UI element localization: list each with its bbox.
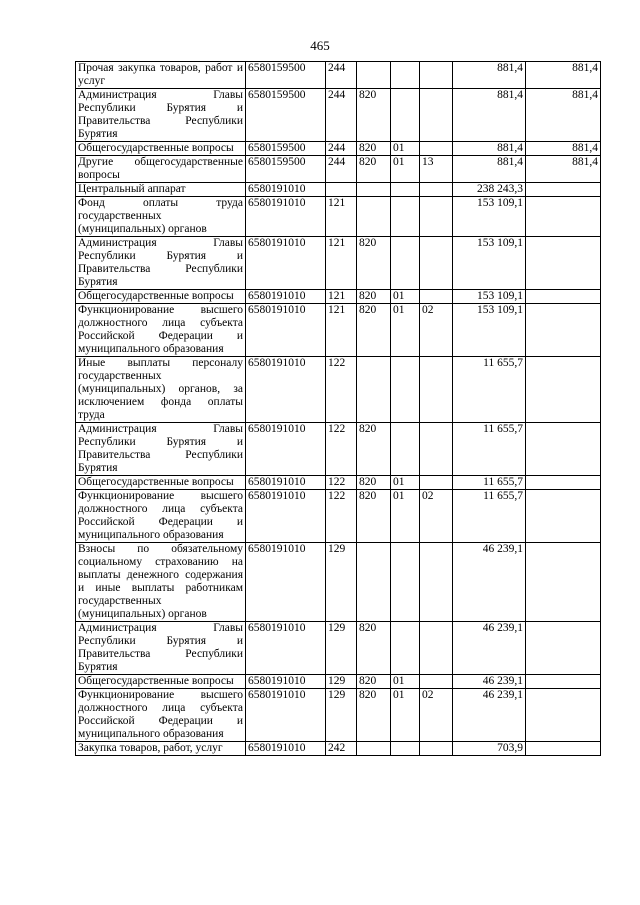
ministry-code: 820 [357, 622, 391, 675]
ministry-code [357, 742, 391, 756]
section-code [391, 197, 420, 237]
amount-2: 881,4 [526, 156, 601, 183]
expense-type: 122 [326, 490, 357, 543]
subsection-code [420, 622, 453, 675]
ministry-code [357, 543, 391, 622]
amount-1: 46 239,1 [453, 543, 526, 622]
table-row [76, 423, 601, 476]
row-name: Взносы по обязательному социальному страхованию на выплаты денежного содержания и иные выплаты работникам государственных (муниципальных) органов [76, 543, 246, 622]
ministry-code: 820 [357, 156, 391, 183]
row-name: Общегосударственные вопросы [76, 290, 246, 304]
section-code [391, 423, 420, 476]
row-name: Администрация Главы Республики Бурятия и Правительства Республики Бурятия [76, 622, 246, 675]
amount-2 [526, 197, 601, 237]
amount-1: 881,4 [453, 142, 526, 156]
subsection-code [420, 290, 453, 304]
ministry-code: 820 [357, 304, 391, 357]
subsection-code [420, 742, 453, 756]
expense-type: 129 [326, 689, 357, 742]
target-code: 6580191010 [246, 490, 326, 543]
expense-type: 121 [326, 290, 357, 304]
table-row [76, 304, 601, 357]
amount-1: 881,4 [453, 89, 526, 142]
subsection-code: 02 [420, 689, 453, 742]
section-code [391, 622, 420, 675]
expense-type: 129 [326, 622, 357, 675]
row-name: Общегосударственные вопросы [76, 142, 246, 156]
section-code [391, 742, 420, 756]
table-row [76, 89, 601, 142]
amount-2 [526, 622, 601, 675]
table-row [76, 689, 601, 742]
ministry-code: 820 [357, 675, 391, 689]
amount-1: 881,4 [453, 62, 526, 89]
expense-type: 122 [326, 423, 357, 476]
amount-2 [526, 357, 601, 423]
amount-2: 881,4 [526, 89, 601, 142]
table-row [76, 490, 601, 543]
section-code: 01 [391, 304, 420, 357]
target-code: 6580191010 [246, 476, 326, 490]
amount-2 [526, 543, 601, 622]
subsection-code [420, 237, 453, 290]
amount-2 [526, 183, 601, 197]
row-name: Функционирование высшего должностного лица субъекта Российской Федерации и муниципального образования [76, 304, 246, 357]
row-name: Иные выплаты персоналу государственных (муниципальных) органов, за исключением фонда оплаты труда [76, 357, 246, 423]
ministry-code: 820 [357, 290, 391, 304]
section-code: 01 [391, 675, 420, 689]
target-code: 6580191010 [246, 543, 326, 622]
subsection-code: 02 [420, 304, 453, 357]
subsection-code [420, 142, 453, 156]
ministry-code: 820 [357, 476, 391, 490]
subsection-code [420, 476, 453, 490]
budget-table [75, 61, 601, 756]
subsection-code: 02 [420, 490, 453, 543]
target-code: 6580159500 [246, 142, 326, 156]
row-name: Администрация Главы Республики Бурятия и Правительства Республики Бурятия [76, 89, 246, 142]
amount-1: 46 239,1 [453, 622, 526, 675]
amount-1: 238 243,3 [453, 183, 526, 197]
amount-2 [526, 675, 601, 689]
subsection-code: 13 [420, 156, 453, 183]
row-name: Администрация Главы Республики Бурятия и Правительства Республики Бурятия [76, 423, 246, 476]
row-name: Администрация Главы Республики Бурятия и Правительства Республики Бурятия [76, 237, 246, 290]
amount-1: 46 239,1 [453, 689, 526, 742]
expense-type: 122 [326, 357, 357, 423]
ministry-code: 820 [357, 142, 391, 156]
table-row [76, 622, 601, 675]
amount-1: 46 239,1 [453, 675, 526, 689]
row-name: Прочая закупка товаров, работ и услуг [76, 62, 246, 89]
target-code: 6580159500 [246, 156, 326, 183]
target-code: 6580191010 [246, 622, 326, 675]
ministry-code [357, 197, 391, 237]
page-number: 465 [310, 38, 330, 53]
table-row [76, 742, 601, 756]
expense-type: 242 [326, 742, 357, 756]
expense-type: 244 [326, 142, 357, 156]
amount-1: 881,4 [453, 156, 526, 183]
target-code: 6580191010 [246, 237, 326, 290]
ministry-code [357, 62, 391, 89]
amount-1: 153 109,1 [453, 290, 526, 304]
section-code [391, 357, 420, 423]
subsection-code [420, 543, 453, 622]
amount-1: 11 655,7 [453, 357, 526, 423]
row-name: Центральный аппарат [76, 183, 246, 197]
target-code: 6580159500 [246, 62, 326, 89]
section-code: 01 [391, 290, 420, 304]
section-code: 01 [391, 689, 420, 742]
row-name: Фонд оплаты труда государственных (муниципальных) органов [76, 197, 246, 237]
amount-2 [526, 290, 601, 304]
ministry-code: 820 [357, 423, 391, 476]
subsection-code [420, 423, 453, 476]
target-code: 6580191010 [246, 197, 326, 237]
row-name: Функционирование высшего должностного лица субъекта Российской Федерации и муниципального образования [76, 490, 246, 543]
subsection-code [420, 197, 453, 237]
expense-type: 121 [326, 304, 357, 357]
row-name: Функционирование высшего должностного лица субъекта Российской Федерации и муниципального образования [76, 689, 246, 742]
target-code: 6580159500 [246, 89, 326, 142]
target-code: 6580191010 [246, 183, 326, 197]
ministry-code: 820 [357, 490, 391, 543]
section-code [391, 62, 420, 89]
section-code: 01 [391, 156, 420, 183]
target-code: 6580191010 [246, 290, 326, 304]
table-row [76, 62, 601, 89]
table-row [76, 476, 601, 490]
subsection-code [420, 62, 453, 89]
table-row [76, 543, 601, 622]
subsection-code [420, 675, 453, 689]
target-code: 6580191010 [246, 675, 326, 689]
amount-2 [526, 304, 601, 357]
ministry-code [357, 183, 391, 197]
subsection-code [420, 183, 453, 197]
amount-2 [526, 237, 601, 290]
expense-type: 244 [326, 62, 357, 89]
amount-1: 11 655,7 [453, 423, 526, 476]
section-code [391, 543, 420, 622]
amount-2 [526, 689, 601, 742]
expense-type: 129 [326, 675, 357, 689]
table-row [76, 183, 601, 197]
target-code: 6580191010 [246, 304, 326, 357]
table-row [76, 197, 601, 237]
row-name: Общегосударственные вопросы [76, 675, 246, 689]
section-code [391, 89, 420, 142]
expense-type: 244 [326, 89, 357, 142]
amount-2 [526, 476, 601, 490]
ministry-code: 820 [357, 89, 391, 142]
amount-1: 153 109,1 [453, 304, 526, 357]
expense-type: 122 [326, 476, 357, 490]
table-row [76, 675, 601, 689]
table-row [76, 156, 601, 183]
target-code: 6580191010 [246, 689, 326, 742]
section-code: 01 [391, 490, 420, 543]
row-name: Закупка товаров, работ, услуг [76, 742, 246, 756]
table-row [76, 237, 601, 290]
amount-1: 11 655,7 [453, 476, 526, 490]
table-row [76, 142, 601, 156]
amount-1: 153 109,1 [453, 237, 526, 290]
subsection-code [420, 357, 453, 423]
ministry-code: 820 [357, 689, 391, 742]
target-code: 6580191010 [246, 423, 326, 476]
ministry-code: 820 [357, 237, 391, 290]
section-code: 01 [391, 142, 420, 156]
budget-table-body [76, 62, 601, 756]
expense-type [326, 183, 357, 197]
amount-2 [526, 490, 601, 543]
expense-type: 129 [326, 543, 357, 622]
target-code: 6580191010 [246, 357, 326, 423]
ministry-code [357, 357, 391, 423]
amount-1: 153 109,1 [453, 197, 526, 237]
amount-1: 11 655,7 [453, 490, 526, 543]
section-code [391, 237, 420, 290]
section-code: 01 [391, 476, 420, 490]
amount-2 [526, 742, 601, 756]
expense-type: 121 [326, 197, 357, 237]
table-row [76, 357, 601, 423]
subsection-code [420, 89, 453, 142]
table-row [76, 290, 601, 304]
expense-type: 121 [326, 237, 357, 290]
section-code [391, 183, 420, 197]
target-code: 6580191010 [246, 742, 326, 756]
expense-type: 244 [326, 156, 357, 183]
row-name: Общегосударственные вопросы [76, 476, 246, 490]
amount-2: 881,4 [526, 62, 601, 89]
amount-2 [526, 423, 601, 476]
amount-1: 703,9 [453, 742, 526, 756]
amount-2: 881,4 [526, 142, 601, 156]
row-name: Другие общегосударственные вопросы [76, 156, 246, 183]
